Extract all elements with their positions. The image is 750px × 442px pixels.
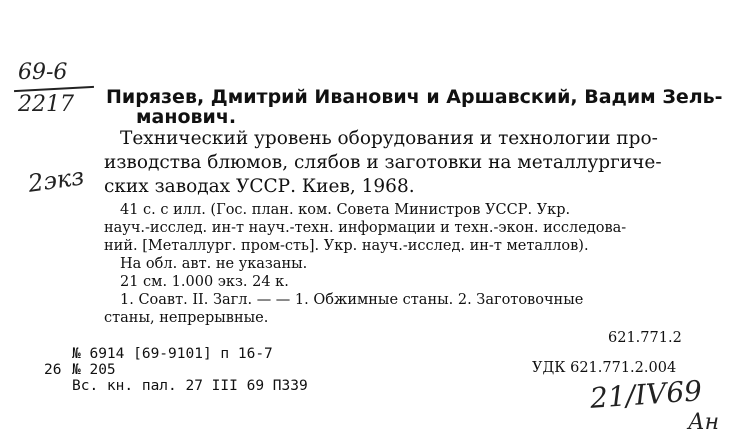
- author-heading: Пирязев, Дмитрий Иванович и Аршавский, Вадим Зель-: [106, 86, 723, 108]
- card-number-line: № 6914 [69-9101] п 16-7: [72, 346, 273, 362]
- card-prefix: 26: [44, 362, 62, 378]
- description-line-2: науч.-исслед. ин-т науч.-техн. информации и техн.-экон. исследова-: [104, 220, 627, 236]
- shelf-mark-bottom: 2217: [18, 92, 74, 117]
- udc-code: УДК 621.771.2.004: [532, 360, 677, 376]
- description-line-3: ний. [Металлург. пром-сть]. Укр. науч.-исслед. ин-т металлов).: [104, 238, 589, 254]
- title-line-2: изводства блюмов, слябов и заготовки на металлургиче-: [104, 152, 662, 173]
- description-line-5: 21 см. 1.000 экз. 24 к.: [120, 274, 289, 290]
- handwritten-copies-note: 2экз: [26, 162, 86, 198]
- title-line-3: ских заводах УССР. Киев, 1968.: [104, 176, 415, 197]
- description-line-4: На обл. авт. не указаны.: [120, 256, 308, 272]
- classification-number: 621.771.2: [608, 330, 682, 346]
- description-line-7: станы, непрерывные.: [104, 310, 269, 326]
- shelf-mark-top: 69-6: [18, 60, 68, 85]
- chamber-registration-line: Вс. кн. пал. 27 III 69 П339: [72, 378, 308, 394]
- author-heading-continuation: манович.: [136, 106, 237, 128]
- handwritten-date-note: 21/IV69: [588, 374, 703, 415]
- card-order-number: № 205: [72, 362, 116, 378]
- handwritten-initials: Ан: [688, 410, 720, 435]
- description-line-6: 1. Соавт. II. Загл. — — 1. Обжимные станы. 2. Заготовочные: [120, 292, 584, 308]
- description-line-1: 41 с. с илл. (Гос. план. ком. Совета Министров УССР. Укр.: [120, 202, 571, 218]
- title-line-1: Технический уровень оборудования и технологии про-: [120, 128, 658, 149]
